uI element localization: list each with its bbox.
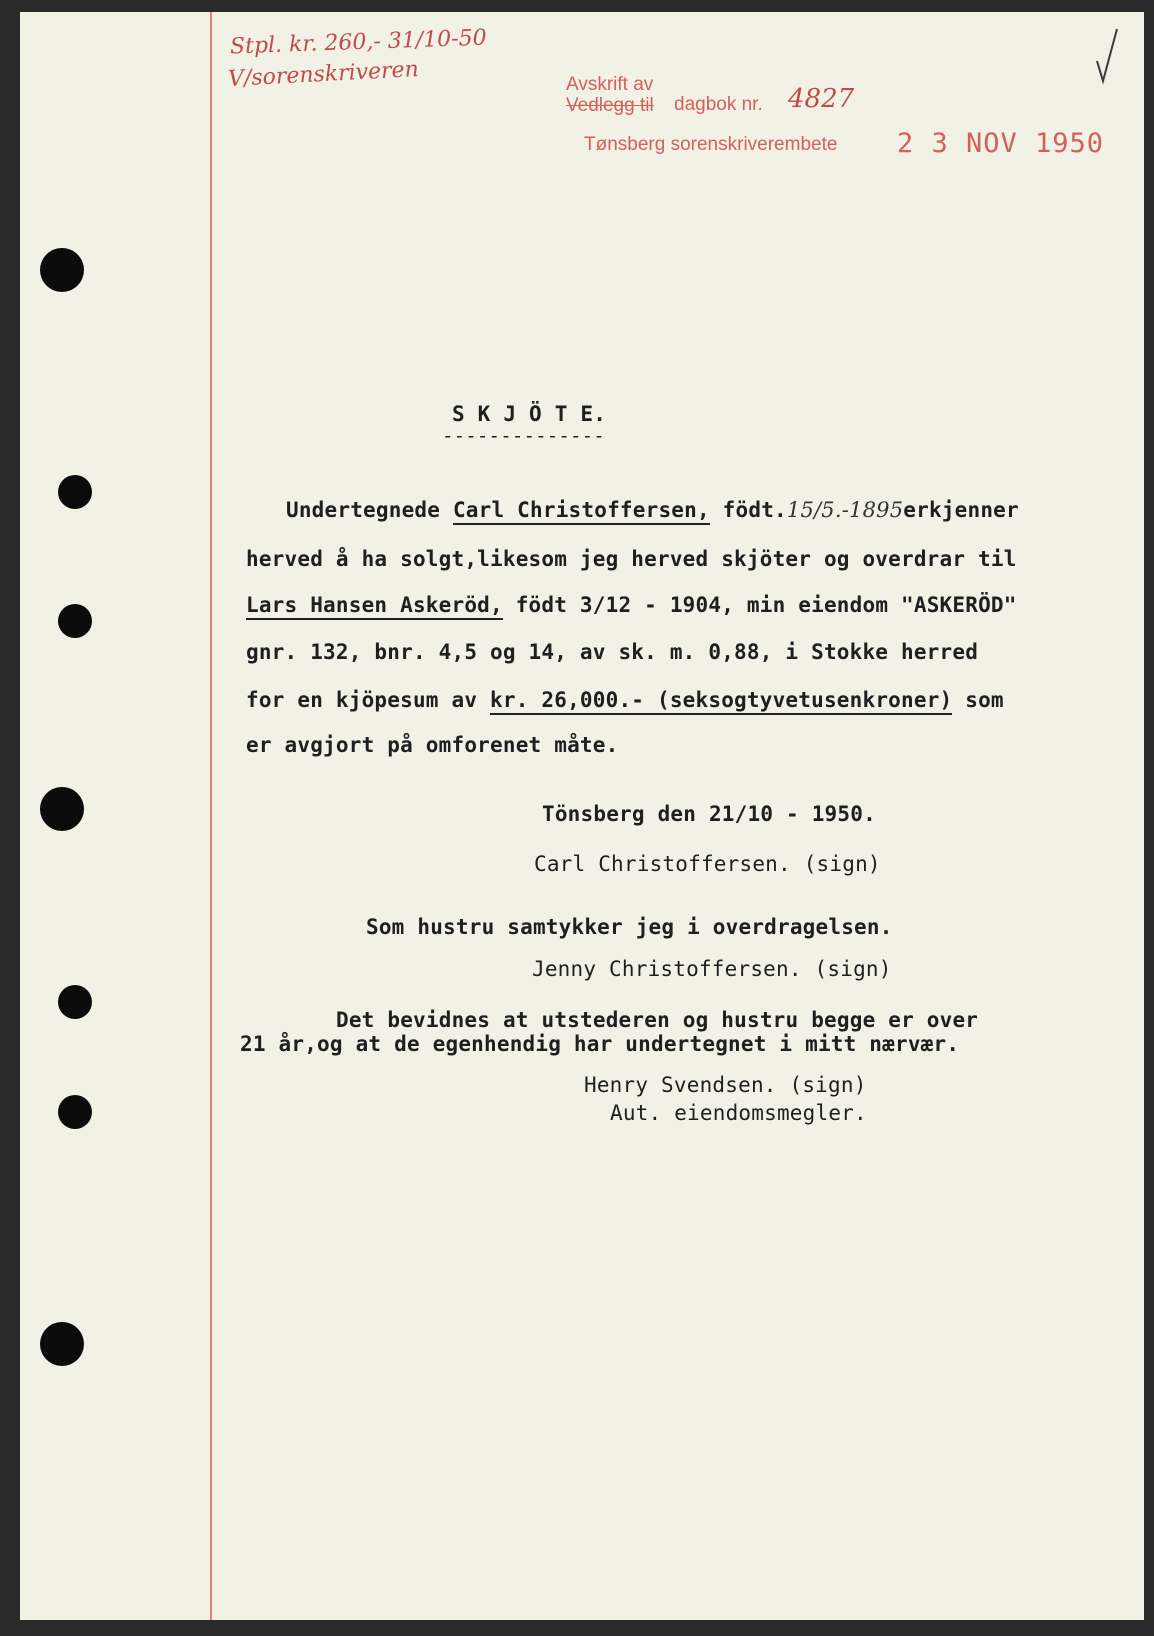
spouse-signature: Jenny Christoffersen. (sign): [532, 957, 892, 981]
consent-statement: Som hustru samtykker jeg i overdragelsen.: [366, 915, 893, 939]
punch-hole: [40, 248, 84, 292]
witness-line-1: Det bevidnes at utstederen og hustru begge er over: [336, 1008, 979, 1032]
paragraph-line-4: gnr. 132, bnr. 4,5 og 14, av sk. m. 0,88, i Stokke herred: [246, 640, 979, 664]
paragraph-line-2: herved å ha solgt,likesom jeg herved skjöter og overdrar til: [246, 547, 1017, 571]
punch-hole: [58, 985, 92, 1019]
punch-hole: [58, 1095, 92, 1129]
paragraph-line-3: [246, 593, 1017, 617]
stamp-dagbok-label: dagbok nr.: [674, 94, 763, 115]
margin-line: [210, 12, 212, 1620]
witness-title: Aut. eiendomsmegler.: [610, 1101, 867, 1125]
text-fragment: som: [952, 688, 1004, 712]
handwritten-birthdate: 15/5.-1895: [786, 498, 904, 522]
paragraph-line-6: er avgjort på omforenet måte.: [246, 733, 619, 757]
punch-hole: [40, 1322, 84, 1366]
stamp-office: Tønsberg sorenskriverembete: [584, 134, 838, 155]
margin-note-fee: Stpl. kr. 260,- 31/10-50: [229, 25, 488, 60]
paragraph-line-5: [246, 688, 1004, 712]
seller-name: Carl Christoffersen,: [453, 498, 710, 525]
document-title: S K J Ö T E.: [452, 402, 607, 426]
paragraph-line-1: [286, 498, 1019, 522]
witness-line-2: 21 år,og at de egenhendig har undertegnet i mitt nærvær.: [240, 1032, 960, 1056]
checkmark-icon: [1095, 25, 1119, 85]
purchase-amount: kr. 26,000.- (seksogtyvetusenkroner): [490, 688, 952, 715]
text-fragment: födt 3/12 - 1904, min eiendom "ASKERÖD": [502, 593, 1017, 617]
text-fragment: födt.: [709, 498, 787, 522]
punch-hole: [58, 604, 92, 638]
punch-hole: [40, 787, 84, 831]
buyer-name: Lars Hansen Askeröd,: [246, 593, 503, 620]
seller-signature: Carl Christoffersen. (sign): [534, 852, 881, 876]
place-date: Tönsberg den 21/10 - 1950.: [542, 802, 876, 826]
stamp-dagbok-number: 4827: [788, 84, 855, 114]
title-underline: --------------: [442, 425, 605, 447]
stamp-avskrift: Avskrift av: [566, 74, 654, 95]
text-fragment: erkjenner: [903, 498, 1019, 522]
text-fragment: Undertegnede: [286, 498, 453, 522]
witness-signature: Henry Svendsen. (sign): [584, 1073, 867, 1097]
margin-note-office: V/sorenskriveren: [227, 57, 420, 92]
stamp-date: 2 3 NOV 1950: [897, 128, 1105, 159]
punch-hole: [58, 475, 92, 509]
text-fragment: for en kjöpesum av: [246, 688, 491, 712]
stamp-vedlegg: Vedlegg til: [566, 95, 654, 116]
